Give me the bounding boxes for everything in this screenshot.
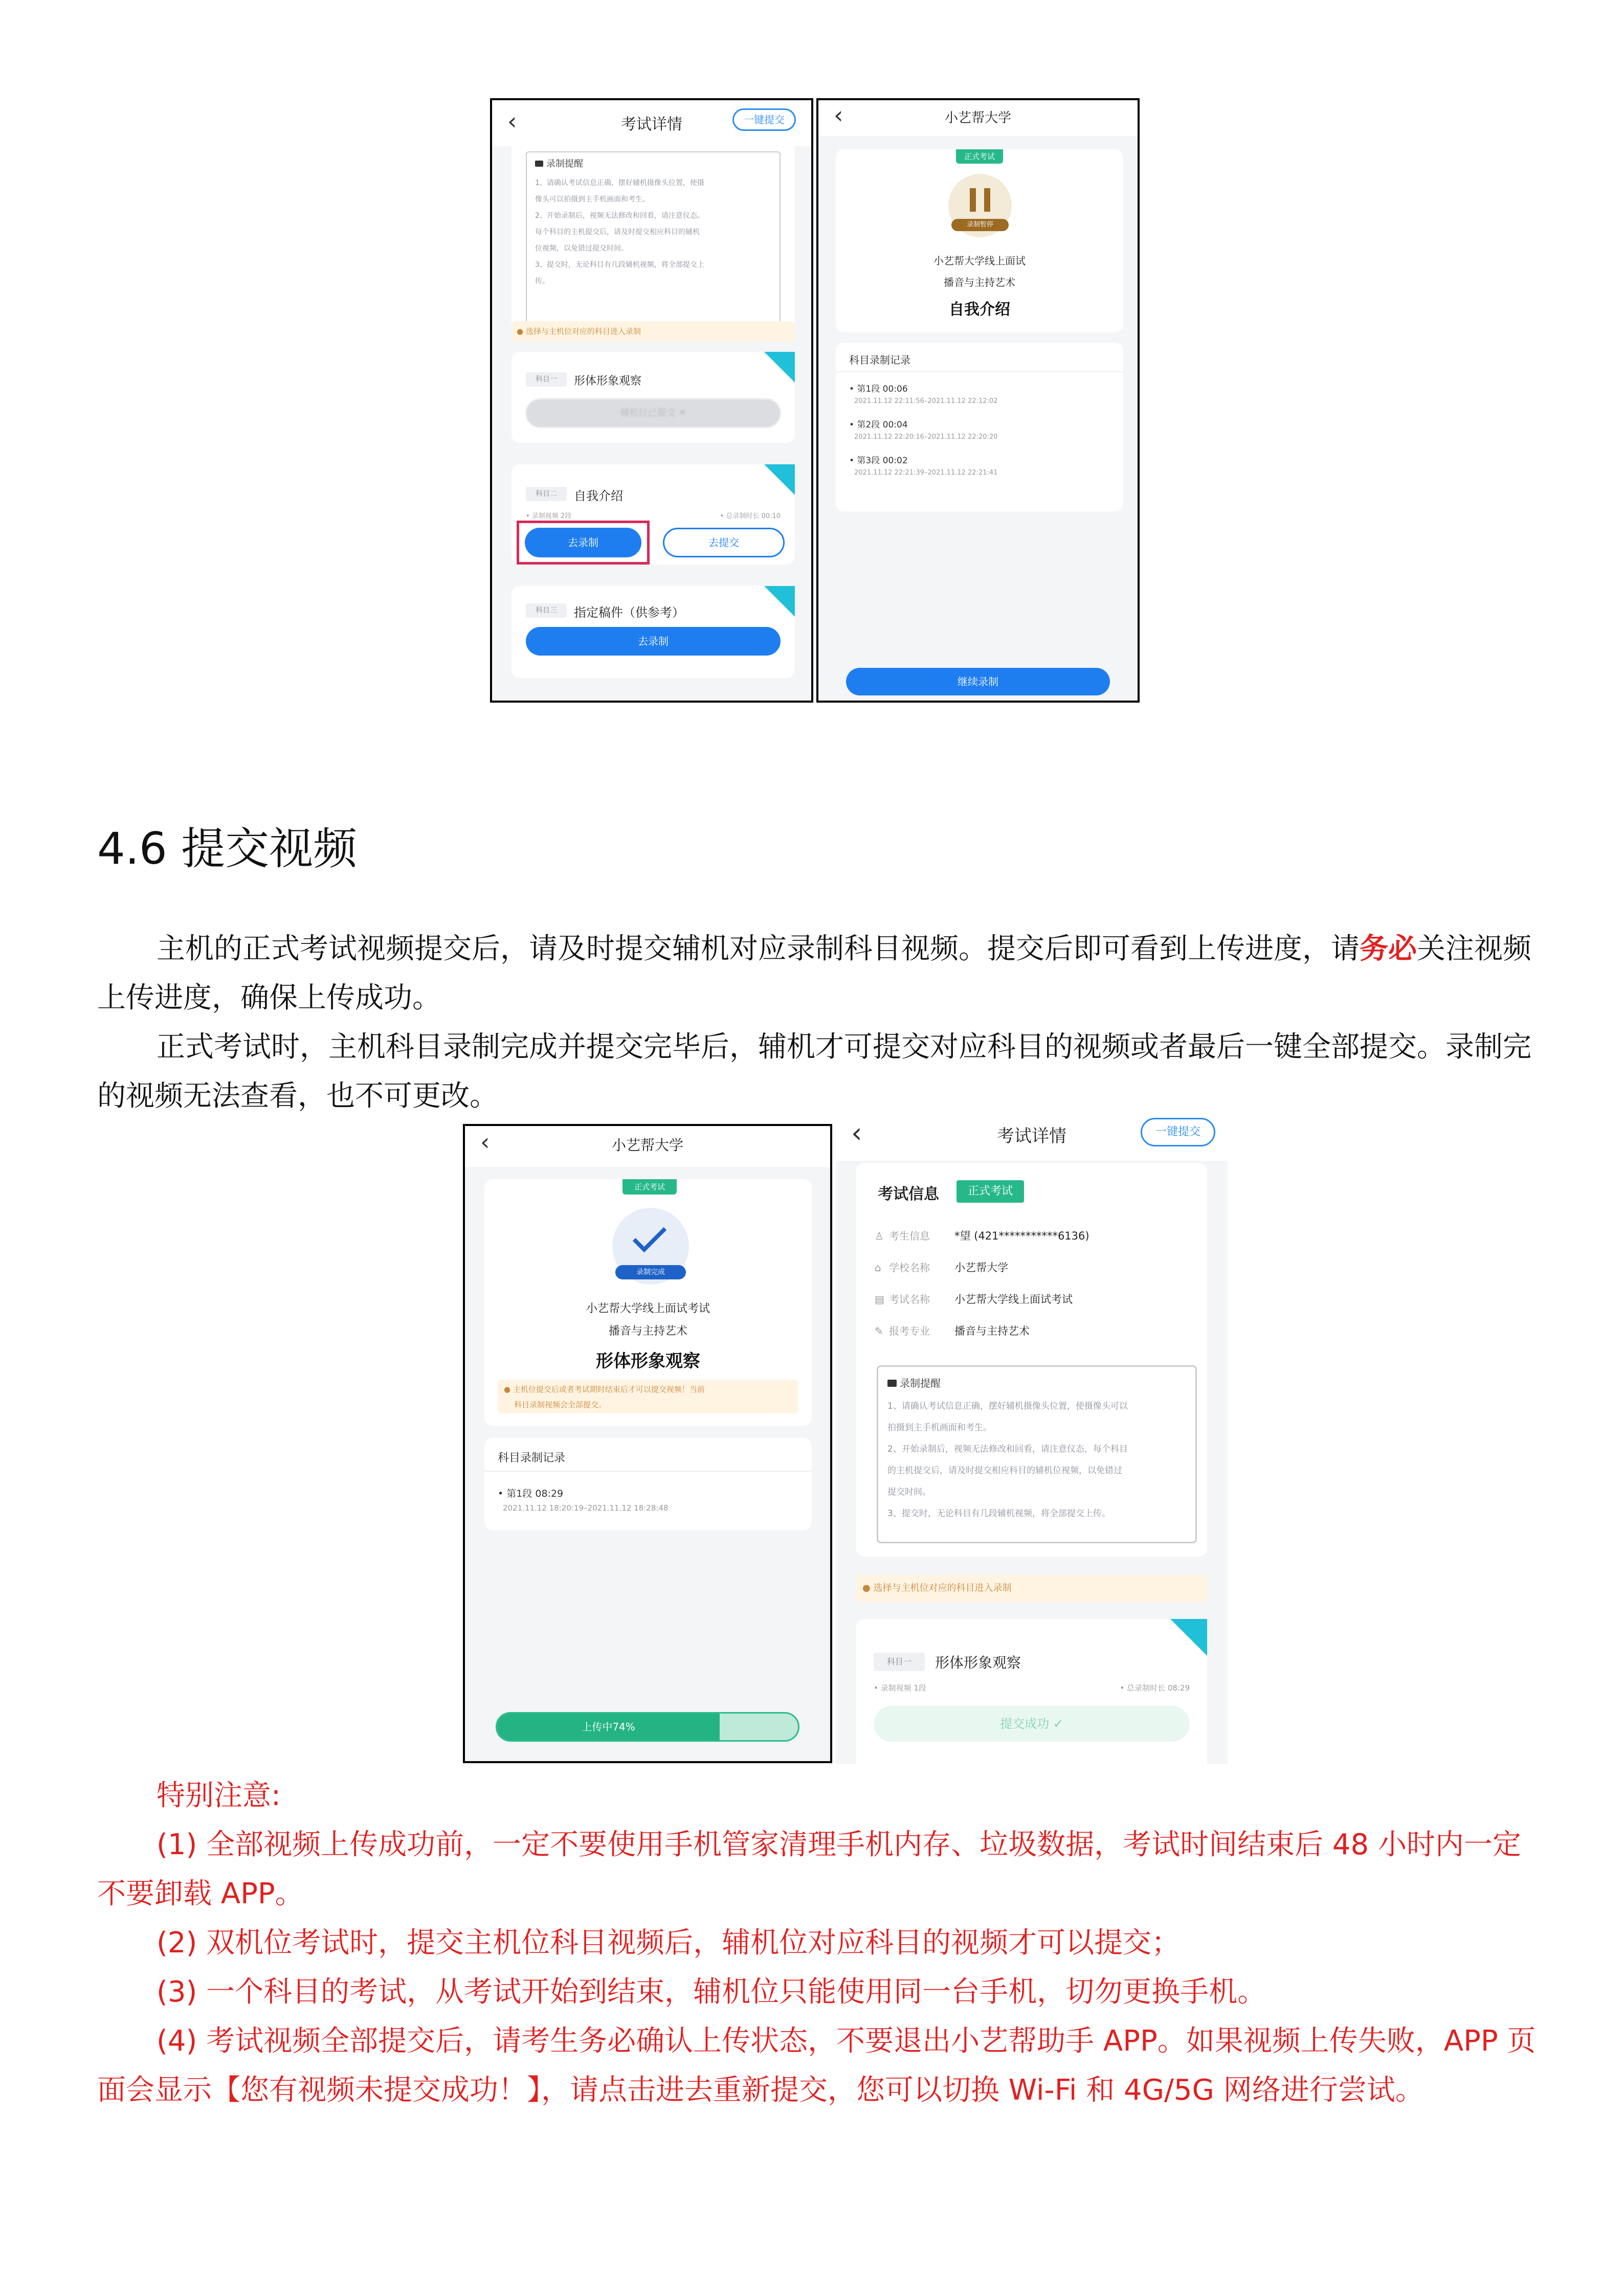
- exam-info-row: [875, 1220, 1197, 1252]
- record-time: 2021.11.12 22:20:16–2021.11.12 22:20:20: [854, 433, 998, 441]
- screenshot-upload-progress: [463, 1124, 832, 1763]
- formal-exam-tag: 正式考试: [956, 149, 1003, 164]
- subject-card-2[interactable]: [511, 464, 795, 565]
- row-label: 报考专业: [889, 1325, 930, 1337]
- major-name: 播音与主持艺术: [608, 1325, 687, 1338]
- submit-success-button: 提交成功 ✓: [874, 1706, 1190, 1742]
- info-icon: ●: [862, 1583, 871, 1593]
- reminder-line: 3、提交时，无论科目有几段辅机视频，将全部提交上: [535, 261, 704, 269]
- exam-info-row: [875, 1252, 1197, 1284]
- subject-name: 自我介绍: [949, 301, 1010, 319]
- reminder-lines: [535, 175, 774, 289]
- exam-info-card: [856, 1163, 1207, 1557]
- info-icon: ●: [504, 1385, 513, 1394]
- row-value: 小艺帮大学线上面试考试: [954, 1293, 1073, 1305]
- nav-bar: [818, 100, 1138, 136]
- row-value: *望 (421***********6136): [954, 1230, 1089, 1242]
- subject-tag: 科目一: [874, 1653, 925, 1671]
- subject-name: 自我介绍: [574, 489, 623, 503]
- reminder-box: [877, 1365, 1197, 1543]
- paragraph-1-line-2: 上传进度，确保上传成功。: [97, 981, 441, 1015]
- one-click-submit-button[interactable]: 一键提交: [732, 108, 796, 131]
- record-segment: • 第3段 00:02: [849, 456, 908, 466]
- one-click-submit-button[interactable]: 一键提交: [1141, 1118, 1215, 1146]
- info-icon: ●: [517, 327, 524, 336]
- back-arrow-icon[interactable]: ‹: [834, 101, 843, 129]
- paragraph-2-line-1: 正式考试时，主机科目录制完成并提交完毕后，辅机才可提交对应科目的视频或者最后一键全部提交。录制完: [157, 1030, 1531, 1064]
- note-4-line-2: 面会显示【您有视频未提交成功！】，请点击进去重新提交，您可以切换 Wi-Fi 和 4G/5G 网络进行尝试。: [97, 2074, 1424, 2107]
- pause-status-icon: [948, 174, 1012, 237]
- notice-text: 选择与主机位对应的科目进入录制: [525, 327, 641, 336]
- subject-card-1[interactable]: [511, 352, 795, 443]
- row-value: 播音与主持艺术: [954, 1325, 1030, 1337]
- reminder-line: 1、请确认考试信息正确，摆好辅机摄像头位置，使摄: [535, 179, 704, 187]
- subject-name: 形体形象观察: [574, 375, 642, 388]
- go-submit-button[interactable]: 去提交: [663, 528, 785, 557]
- total-duration: • 总录制时长 00:10: [720, 512, 781, 520]
- status-label: 录制暂停: [951, 219, 1009, 231]
- reminder-lines: [887, 1395, 1190, 1524]
- submitted-status-pill: 辅机位已提交 ✕: [526, 399, 781, 427]
- reminder-line: 3、提交时，无论科目有几段辅机视频，将全部提交上传。: [887, 1509, 1110, 1519]
- note-4-line-1: (4) 考试视频全部提交后，请考生务必确认上传状态，不要退出小艺帮助手 APP。如果视频上传失败，APP 页: [157, 2024, 1536, 2058]
- exam-icon: ▤: [875, 1293, 884, 1305]
- record-time: 2021.11.12 22:21:39–2021.11.12 22:21:41: [854, 469, 998, 477]
- status-card: [484, 1179, 812, 1426]
- subject-tag: 科目三: [526, 603, 567, 618]
- record-item: [849, 453, 1113, 477]
- formal-exam-tag: 正式考试: [956, 1180, 1024, 1203]
- page-title: 小艺帮大学: [944, 110, 1011, 126]
- total-duration: • 总录制时长 08:29: [1120, 1683, 1190, 1693]
- back-arrow-icon[interactable]: ‹: [851, 1117, 862, 1149]
- record-time: 2021.11.12 22:11:56–2021.11.12 22:12:02: [854, 397, 998, 405]
- exam-info-row: [875, 1315, 1197, 1347]
- school-icon: ⌂: [875, 1262, 881, 1274]
- screenshot-exam-details-1: [490, 98, 813, 703]
- records-title: 科目录制记录: [849, 354, 910, 366]
- reminder-line: 拍摄到主手机画面和考生。: [887, 1423, 992, 1433]
- continue-record-button[interactable]: 继续录制: [846, 668, 1110, 695]
- exam-info-rows: [875, 1220, 1197, 1347]
- subject-card-3[interactable]: [511, 586, 795, 678]
- major-name: 播音与主持艺术: [944, 276, 1015, 288]
- record-time: 2021.11.12 18:20:19–2021.11.12 18:28:48: [503, 1503, 669, 1513]
- corner-badge-icon: [1170, 1619, 1207, 1656]
- record-segment: • 第2段 00:04: [849, 420, 908, 430]
- paragraph-1-line-1: 主机的正式考试视频提交后，请及时提交辅机对应录制科目视频。提交后即可看到上传进度，请务必关注视频: [157, 932, 1531, 965]
- reminder-line: 2、开始录制后，视频无法修改和回看，请注意仪态，每个科目: [887, 1444, 1128, 1454]
- row-label: 考生信息: [889, 1230, 930, 1242]
- nav-bar: [465, 1126, 830, 1167]
- records-title: 科目录制记录: [498, 1452, 566, 1465]
- subject-name: 形体形象观察: [935, 1654, 1021, 1671]
- row-label: 考试名称: [889, 1293, 930, 1305]
- back-arrow-icon[interactable]: ‹: [507, 107, 517, 135]
- reminder-line: 像头可以拍摄到主手机画面和考生。: [535, 195, 650, 204]
- screenshot-recording-paused: [816, 98, 1140, 703]
- note-3: (3) 一个科目的考试，从考试开始到结束，辅机位只能使用同一台手机，切勿更换手机。: [157, 1975, 1266, 2009]
- record-item: [849, 381, 1113, 405]
- video-record-icon: [535, 161, 543, 167]
- screenshot-exam-details-2: [836, 1110, 1228, 1764]
- upload-progress-bar: [496, 1712, 799, 1742]
- page-title: 小艺帮大学: [611, 1137, 683, 1154]
- special-note-title: 特别注意:: [157, 1779, 281, 1812]
- complete-status-icon: [612, 1208, 689, 1285]
- reminder-line: 提交时间。: [887, 1487, 931, 1497]
- records-card: [836, 343, 1123, 511]
- note-1-line-1: (1) 全部视频上传成功前，一定不要使用手机管家清理手机内存、垃圾数据，考试时间结束后 48 小时内一定: [157, 1828, 1521, 1861]
- reminder-line: 每个科目的主机提交后，请及时提交相应科目的辅机: [535, 228, 700, 236]
- status-card: [836, 149, 1123, 332]
- reminder-card: [511, 146, 795, 341]
- reminder-line: 1、请确认考试信息正确，摆好辅机摄像头位置，使摄像头可以: [887, 1401, 1128, 1411]
- subject-name: 形体形象观察: [596, 1351, 700, 1371]
- reminder-title: 录制提醒: [900, 1377, 941, 1389]
- records-list: [849, 381, 1113, 489]
- select-subject-notice: [511, 321, 795, 342]
- videos-count: • 录制视频 1段: [874, 1683, 926, 1693]
- section-heading: 4.6 提交视频: [97, 823, 358, 874]
- note-2: (2) 双机位考试时，提交主机位科目视频后，辅机位对应科目的视频才可以提交；: [157, 1926, 1181, 1960]
- exam-name: 小艺帮大学线上面试: [933, 255, 1026, 267]
- exam-name: 小艺帮大学线上面试考试: [586, 1302, 710, 1315]
- user-icon: ♙: [875, 1230, 884, 1242]
- row-label: 学校名称: [889, 1262, 930, 1274]
- formal-exam-tag: 正式考试: [622, 1179, 677, 1195]
- reminder-line: 位视频，以免错过提交时间。: [535, 244, 628, 253]
- submit-notice: ● 主机位提交后或者考试期时结束后才可以提交视频！当前 科目录制视频会全部提交。: [498, 1380, 798, 1413]
- videos-count: • 录制视频 2段: [526, 512, 572, 520]
- major-icon: ✎: [875, 1325, 883, 1337]
- corner-badge-icon: [764, 464, 795, 495]
- go-record-button[interactable]: 去录制: [526, 627, 781, 656]
- nav-bar: [492, 100, 811, 146]
- records-card: [484, 1438, 812, 1530]
- back-arrow-icon[interactable]: ‹: [480, 1128, 490, 1156]
- subject-tag: 科目一: [526, 372, 567, 387]
- upload-progress-label: 上传中74%: [582, 1721, 635, 1733]
- record-segment: • 第1段 08:29: [498, 1488, 564, 1499]
- subject-card[interactable]: [856, 1619, 1207, 1764]
- exam-info-row: [875, 1284, 1197, 1315]
- subject-tag: 科目二: [526, 487, 567, 501]
- corner-badge-icon: [764, 586, 795, 617]
- reminder-line: 传。: [535, 277, 549, 285]
- paragraph-2-line-2: 的视频无法查看，也不可更改。: [97, 1079, 498, 1113]
- note-1-line-2: 不要卸载 APP。: [97, 1877, 304, 1910]
- subject-name: 指定稿件（供参考）: [574, 605, 684, 620]
- go-record-button[interactable]: 去录制: [525, 528, 641, 557]
- corner-badge-icon: [764, 352, 795, 382]
- video-record-icon: [887, 1380, 897, 1387]
- page-title: 考试详情: [621, 116, 682, 133]
- select-subject-notice: ● 选择与主机位对应的科目进入录制: [856, 1575, 1207, 1602]
- record-item: [849, 417, 1113, 441]
- reminder-box: [526, 151, 781, 330]
- exam-info-title: 考试信息: [878, 1185, 939, 1203]
- page-title: 考试详情: [997, 1126, 1066, 1146]
- status-label: 录制完成: [615, 1265, 686, 1279]
- reminder-title: 录制提醒: [546, 159, 583, 169]
- reminder-line: 2、开始录制后，视频无法修改和回看，请注意仪态。: [535, 212, 704, 220]
- record-segment: • 第1段 00:06: [849, 384, 908, 394]
- nav-bar: [836, 1110, 1228, 1161]
- row-value: 小艺帮大学: [954, 1262, 1008, 1274]
- reminder-line: 的主机提交后，请及时提交相应科目的辅机位视频，以免错过: [887, 1466, 1122, 1476]
